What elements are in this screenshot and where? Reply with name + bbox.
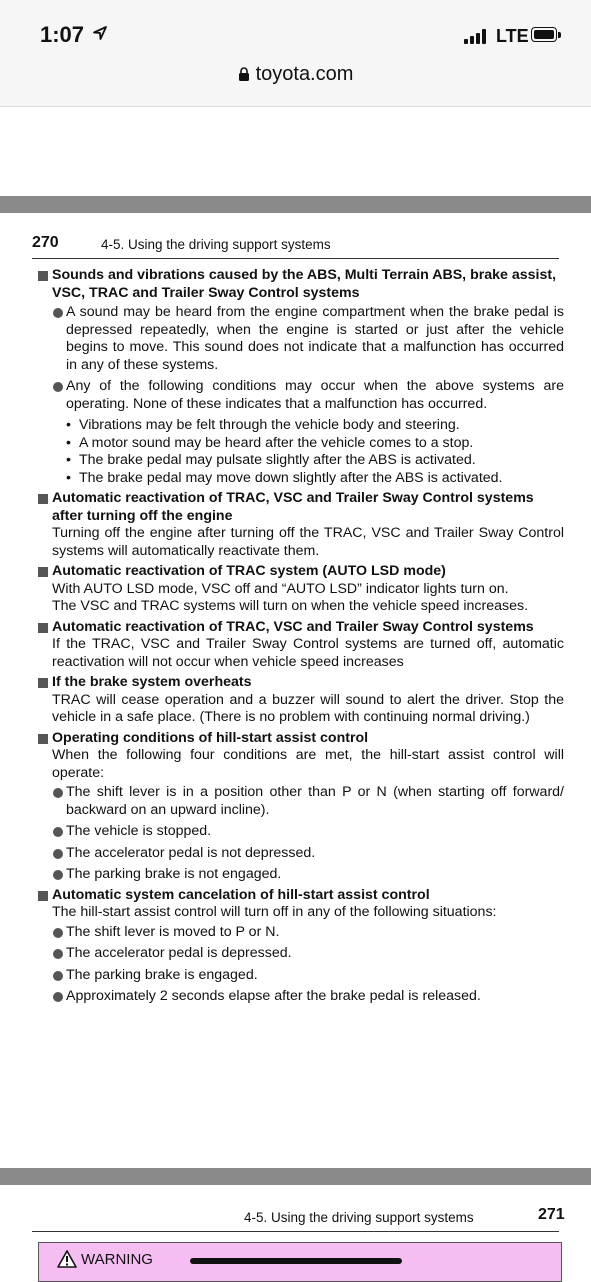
status-time: 1:07 [40, 22, 85, 47]
battery-icon [531, 27, 561, 44]
bullet-item: Any of the following conditions may occur when the above systems are operating. None of these indicates that a malfunction has occurred. [38, 378, 564, 413]
section-reactivation-speed [38, 619, 564, 672]
section-heading: Sounds and vibrations caused by the ABS, Multi Terrain ABS, brake assist, VSC, TRAC and Trailer Sway Control systems [38, 267, 564, 302]
section-heading: Operating conditions of hill-start assist control [38, 730, 564, 748]
section-header-top: 4-5. Using the driving support systems [101, 237, 331, 252]
bullet-item: The shift lever is in a position other than P or N (when starting off forward/ backward on an upward incline). [38, 784, 564, 819]
section-text: TRAC will cease operation and a buzzer will sound to alert the driver. Stop the vehicle in a safe place. (There is no problem with continuing normal driving.) [52, 691, 564, 725]
bullet-item: A sound may be heard from the engine compartment when the brake pedal is depressed repeatedly, when the engine is started or just after the vehicle begins to move. This sound does not indicate that a malfunction has occurred in any of these systems. [38, 304, 564, 374]
page-top-bar [0, 196, 591, 213]
page-number-top: 270 [32, 234, 59, 251]
section-text: Turning off the engine after turning off the TRAC, VSC and Trailer Sway Control systems will automatically reactivate them. [52, 525, 564, 559]
lock-icon [238, 67, 250, 81]
signal-icon [464, 28, 488, 44]
section-hill-start-cancel [38, 887, 564, 1006]
section-text: If the TRAC, VSC and Trailer Sway Control systems are turned off, automatic reactivation will not occur when vehicle speed increases [52, 636, 564, 670]
sub-bullet-item: • Vibrations may be felt through the vehicle body and steering. [38, 417, 564, 435]
page-bottom-bar [0, 1168, 591, 1185]
warning-triangle-icon [57, 1250, 77, 1268]
bullet-item: The parking brake is engaged. [38, 967, 564, 985]
section-heading: Automatic reactivation of TRAC, VSC and Trailer Sway Control systems [38, 619, 564, 637]
section-heading: Automatic reactivation of TRAC, VSC and Trailer Sway Control systems after turning off the engine [38, 490, 564, 525]
section-heading: If the brake system overheats [38, 674, 564, 692]
url-bar[interactable] [0, 63, 591, 86]
section-heading: Automatic system cancelation of hill-start assist control [38, 887, 564, 905]
section-text: With AUTO LSD mode, VSC off and “AUTO LSD” indicator lights turn on. [52, 580, 509, 597]
manual-content [38, 267, 564, 1009]
section-text: The VSC and TRAC systems will turn on when the vehicle speed increases. [52, 598, 529, 614]
section-heading: Automatic reactivation of TRAC system (AUTO LSD mode) [38, 563, 564, 581]
location-arrow-icon [92, 25, 108, 41]
section-hill-start-conditions [38, 730, 564, 884]
bullet-item: Approximately 2 seconds elapse after the brake pedal is released. [38, 988, 564, 1006]
section-text: When the following four conditions are met, the hill-start assist control will operate: [52, 747, 564, 781]
bullet-item: The parking brake is not engaged. [38, 866, 564, 884]
browser-top-bar [0, 0, 591, 107]
page-number-bottom: 271 [538, 1206, 565, 1223]
url-text: toyota.com [255, 63, 354, 85]
sub-bullet-item: • The brake pedal may pulsate slightly after the ABS is activated. [38, 452, 564, 470]
network-type: LTE [496, 26, 529, 46]
section-reactivation-engine-off [38, 490, 564, 560]
bullet-item: The accelerator pedal is depressed. [38, 945, 564, 963]
bullet-item: The shift lever is moved to P or N. [38, 924, 564, 942]
section-brake-overheat [38, 674, 564, 727]
section-text: The hill-start assist control will turn off in any of the following situations: [52, 904, 497, 920]
warning-label: WARNING [81, 1251, 153, 1268]
sub-bullet-item: • The brake pedal may move down slightly after the ABS is activated. [38, 470, 564, 488]
section-reactivation-auto-lsd [38, 563, 564, 616]
section-header-bottom: 4-5. Using the driving support systems [244, 1210, 474, 1225]
home-indicator[interactable] [190, 1258, 402, 1264]
bullet-item: The vehicle is stopped. [38, 823, 564, 841]
sub-bullet-item: • A motor sound may be heard after the vehicle comes to a stop. [38, 435, 564, 453]
section-abs-sounds [38, 267, 564, 487]
bullet-item: The accelerator pedal is not depressed. [38, 845, 564, 863]
footer-divider [32, 1231, 559, 1232]
header-divider [32, 258, 559, 259]
